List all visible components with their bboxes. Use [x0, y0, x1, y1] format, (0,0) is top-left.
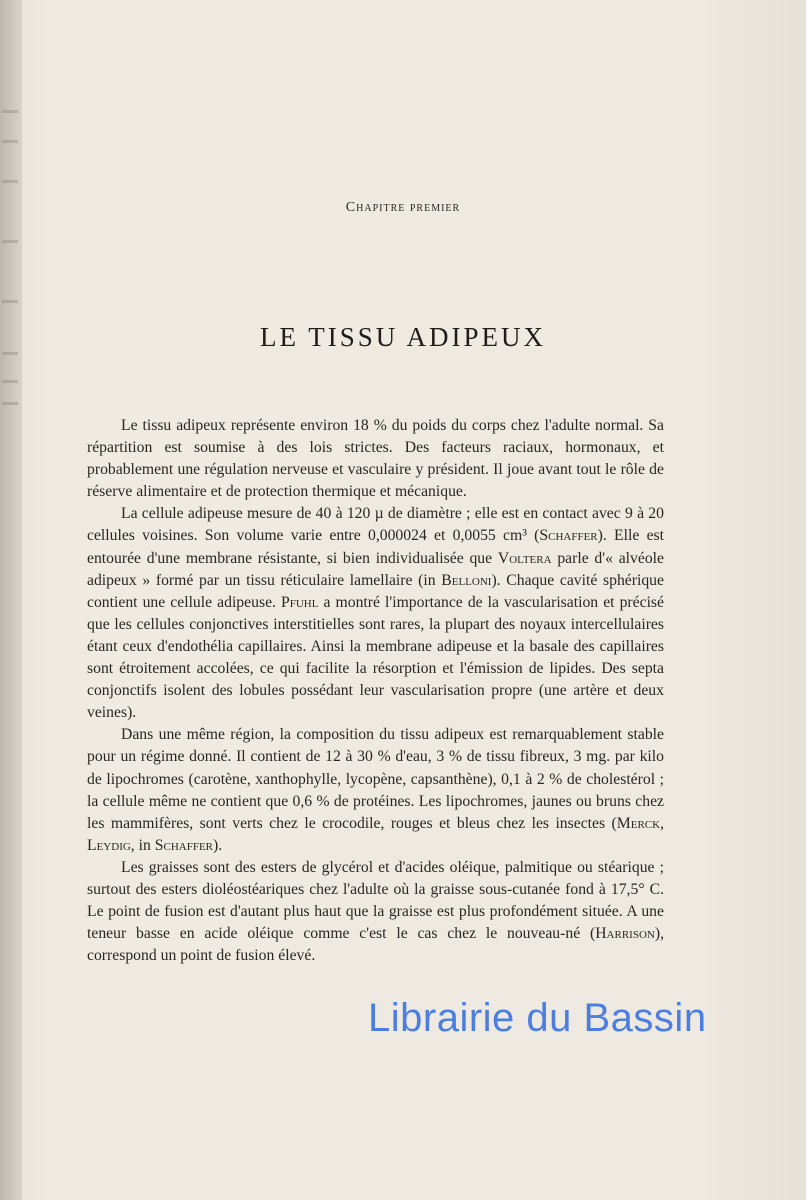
author-name: Schaffer: [154, 836, 214, 854]
text-run: La cellule adipeuse mesure de 40 à 120 µ de diamètre ; elle est en contact avec 9 à 20 cellules voisines. Son volume varie entre 0,000024 et 0,0055 cm³ (: [87, 505, 664, 545]
page-title: LE TISSU ADIPEUX: [259, 322, 547, 352]
text-run: ).: [213, 836, 223, 854]
edge-mark: [2, 402, 18, 405]
paragraph: [87, 415, 664, 503]
watermark: Librairie du Bassin: [368, 996, 707, 1040]
author-name: Harrison: [595, 925, 655, 943]
paragraph: [87, 857, 664, 967]
text-run: ). Chaque cavité sphérique contient une cellule adipeuse.: [87, 571, 664, 611]
text-run: a montré l'importance de la vascularisation et précisé que les cellules conjonctives interstitielles sont rares, la plupart des noyaux intercellulaires étant ceux d'endothélia capillaires. Ainsi la membrane adipeuse et la basale des capillaires sont étroitement accolées, ce qui facilite la résorption et l'émission de lipides. Des septa conjonctifs isolent des lobules possédant leur vascularisation propre (une artère et deux veines).: [87, 593, 664, 722]
text-run: ), correspond un point de fusion élevé.: [87, 925, 664, 965]
text-run: Dans une même région, la composition du tissu adipeux est remarquablement stable pour un régime donné. Il contient de 12 à 30 % d'eau, 3 % de tissu fibreux, 3 mg. par kilo de lipochromes (carotène, xanthophylle, lycopène, capsanthène), 0,1 à 2 % de cholestérol ; la cellule même ne contient que 0,6 % de protéines. Les lipochromes, jaunes ou bruns chez les mammifères, sont verts chez le crocodile, rouges et bleus chez les insectes (: [87, 726, 664, 832]
previous-page-edge: [0, 0, 22, 1200]
edge-mark: [2, 140, 18, 143]
edge-mark: [2, 240, 18, 243]
edge-mark: [2, 380, 18, 383]
text-run: Les graisses sont des esters de glycérol et d'acides oléique, palmitique ou stéarique ; surtout des esters dioléostéariques chez l'adulte où la graisse sous-cutanée fond à 17,5° C. Le point de fusion est d'autant plus haut que la graisse est plus profondément située. A une teneur basse en acide oléique comme c'est le cas chez le nouveau-né (: [87, 858, 664, 943]
author-name: Belloni: [441, 571, 492, 589]
author-name: Schaffer: [539, 527, 598, 545]
edge-mark: [2, 180, 18, 183]
paragraph: [87, 503, 664, 724]
edge-mark: [2, 110, 18, 113]
text-run: ). Elle est entourée d'une membrane résistante, si bien individualisée que: [87, 527, 664, 567]
paragraph: [87, 724, 664, 857]
chapter-label: Chapitre premier: [345, 200, 461, 215]
edge-mark: [2, 300, 18, 303]
author-name: Merck, Leydig: [87, 814, 664, 854]
body-text: [87, 415, 664, 967]
author-name: Pfuhl: [281, 593, 319, 611]
text-run: , in: [130, 836, 155, 854]
author-name: Voltera: [497, 549, 552, 567]
text-run: Le tissu adipeux représente environ 18 % du poids du corps chez l'adulte normal. Sa répartition est soumise à des lois strictes. Des facteurs raciaux, hormonaux, et probablement une régulation nerveuse et vasculaire y président. Il joue avant tout le rôle de réserve alimentaire et de protection thermique et mécanique.: [87, 417, 664, 501]
text-run: parle d'« alvéole adipeux » formé par un tissu réticulaire lamellaire (in: [87, 549, 664, 589]
